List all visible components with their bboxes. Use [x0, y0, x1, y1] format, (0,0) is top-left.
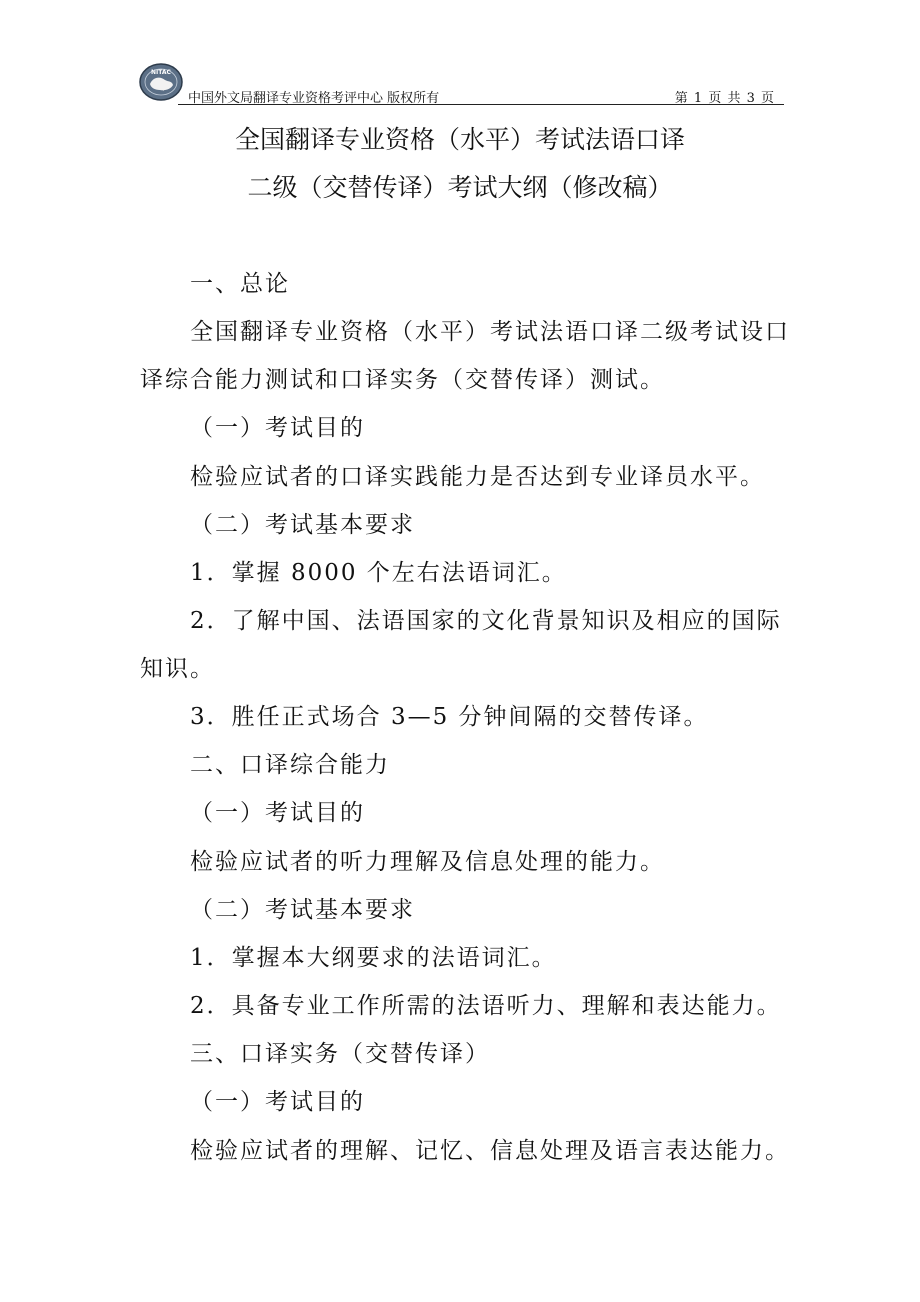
- logo-text: NITAC: [151, 69, 171, 76]
- section-3-heading: 三、口译实务（交替传译）: [190, 1041, 490, 1067]
- section-3-sub-1-text: 检验应试者的理解、记忆、信息处理及语言表达能力。: [190, 1138, 790, 1164]
- section-3-sub-1-heading: （一）考试目的: [190, 1089, 365, 1115]
- section-1-paragraph-line-1: 全国翻译专业资格（水平）考试法语口译二级考试设口: [190, 319, 790, 345]
- section-1-sub-1-text: 检验应试者的口译实践能力是否达到专业译员水平。: [190, 464, 765, 490]
- section-1-item-2-line-1: 2．了解中国、法语国家的文化背景知识及相应的国际: [190, 608, 782, 634]
- doc-title-line-2: 二级（交替传译）考试大纲（修改稿）: [247, 173, 673, 202]
- section-2-sub-1-heading: （一）考试目的: [190, 800, 365, 826]
- section-1-sub-1-heading: （一）考试目的: [190, 415, 365, 441]
- section-1-heading: 一、总论: [190, 271, 290, 297]
- section-2-heading: 二、口译综合能力: [190, 752, 390, 778]
- section-1-item-1: 1．掌握 8000 个左右法语词汇。: [190, 560, 567, 586]
- section-1-paragraph-line-2: 译综合能力测试和口译实务（交替传译）测试。: [140, 367, 665, 393]
- section-2-item-2: 2．具备专业工作所需的法语听力、理解和表达能力。: [190, 993, 782, 1019]
- page-header: [138, 62, 784, 104]
- header-organization: 中国外文局翻译专业资格考评中心 版权所有: [188, 91, 440, 106]
- section-2-sub-2-heading: （二）考试基本要求: [190, 897, 415, 923]
- section-2-item-1: 1．掌握本大纲要求的法语词汇。: [190, 945, 557, 971]
- section-1-sub-2-heading: （二）考试基本要求: [190, 512, 415, 538]
- header-page-info: 第 1 页 共 3 页: [674, 91, 774, 106]
- doc-title-line-1: 全国翻译专业资格（水平）考试法语口译: [234, 125, 685, 154]
- nitac-globe-logo: [138, 62, 184, 102]
- section-2-sub-1-text: 检验应试者的听力理解及信息处理的能力。: [190, 849, 665, 875]
- section-1-item-3: 3．胜任正式场合 3—5 分钟间隔的交替传译。: [190, 704, 709, 730]
- header-divider: [178, 104, 784, 105]
- section-1-item-2-line-2: 知识。: [140, 656, 215, 682]
